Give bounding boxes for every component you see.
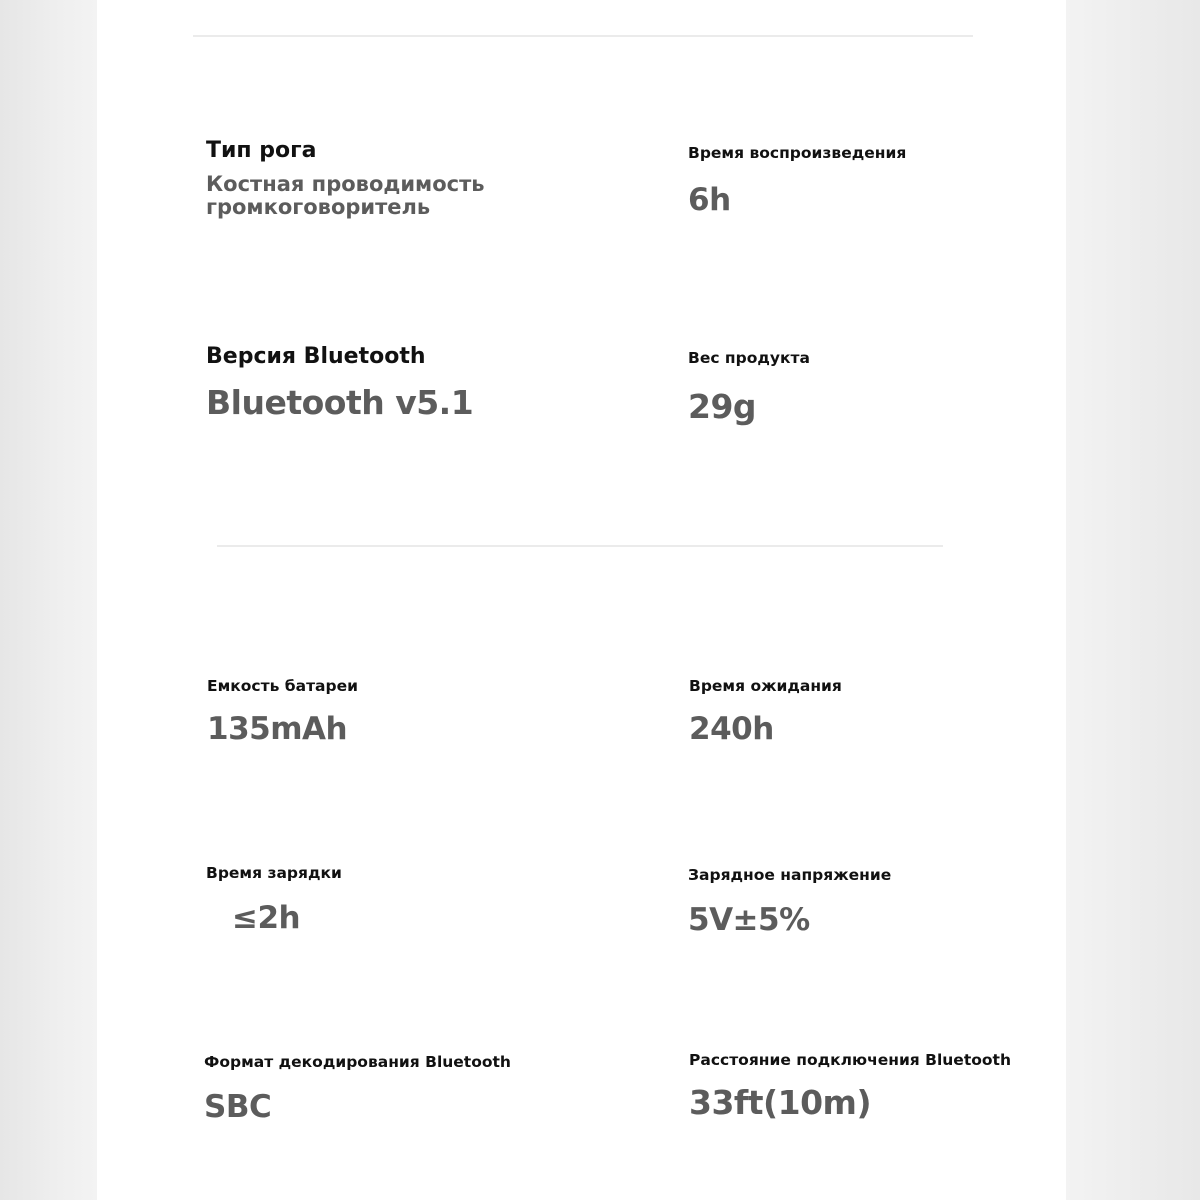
spec-value: 33ft(10m) (689, 1083, 872, 1122)
spec-label: Емкость батареи (207, 677, 358, 695)
spec-play-time (688, 144, 906, 218)
spec-value: 240h (689, 711, 774, 747)
spec-label: Тип рога (206, 138, 317, 163)
spec-label: Время воспроизведения (688, 144, 907, 162)
spec-label: Формат декодирования Bluetooth (204, 1053, 511, 1071)
top-divider (193, 35, 973, 37)
spec-label: Вес продукта (688, 349, 810, 367)
middle-divider (217, 545, 943, 547)
spec-standby (689, 677, 842, 747)
spec-range (689, 1051, 1011, 1122)
spec-horn-type (206, 138, 485, 219)
spec-value: 5V±5% (688, 902, 810, 938)
spec-value: 29g (688, 387, 757, 426)
spec-charge-time (206, 864, 342, 936)
spec-label: Версия Bluetooth (206, 344, 426, 369)
spec-bt-version (206, 344, 473, 422)
spec-value-line2: громкоговоритель (206, 195, 431, 219)
spec-label: Время зарядки (206, 864, 342, 882)
spec-value: 135mAh (207, 711, 348, 747)
spec-codec (204, 1053, 511, 1125)
spec-label: Расстояние подключения Bluetooth (689, 1051, 1011, 1069)
spec-charge-voltage (688, 866, 891, 938)
spec-weight (688, 349, 810, 426)
spec-label: Время ожидания (689, 677, 842, 695)
spec-value: SBC (204, 1089, 272, 1125)
spec-value: ≤2h (232, 900, 301, 936)
spec-value-line1: Костная проводимость (206, 172, 485, 196)
spec-label: Зарядное напряжение (688, 866, 892, 884)
spec-battery (207, 677, 358, 747)
spec-panel (97, 0, 1066, 1200)
spec-value: Bluetooth v5.1 (206, 383, 474, 422)
spec-value: 6h (688, 182, 731, 218)
